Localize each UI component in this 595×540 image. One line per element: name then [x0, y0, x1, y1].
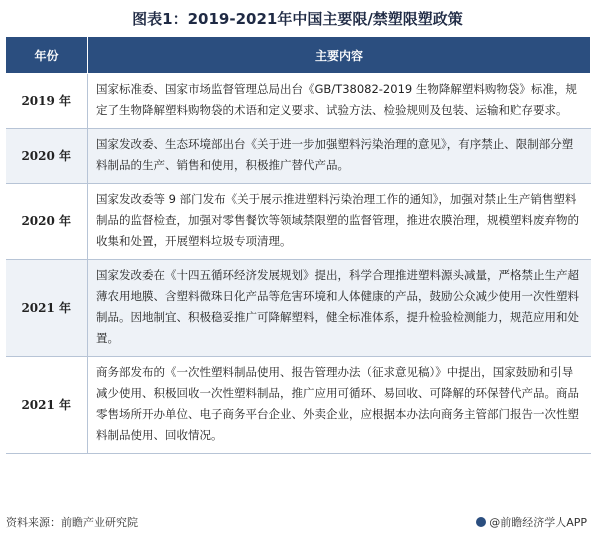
row-year: 2020 年 [6, 184, 88, 260]
table-row [6, 129, 591, 184]
table-row [6, 357, 591, 454]
row-content: 商务部发布的《一次性塑料制品使用、报告管理办法（征求意见稿）》中提出，国家鼓励和引导减少使用、积极回收一次性塑料制品，推广应用可循环、易回收、可降解的环保替代产品。商品零售场所开办单位、电子商务平台企业、外卖企业，应根据本办法向商务主管部门报告一次性塑料制品使用、回收情况。 [88, 357, 591, 454]
policy-table [5, 36, 591, 454]
table-row [6, 184, 591, 260]
row-year: 2020 年 [6, 129, 88, 184]
row-year: 2021 年 [6, 260, 88, 357]
row-year: 2019 年 [6, 74, 88, 129]
header-year: 年份 [6, 37, 88, 74]
table-header-row [6, 37, 591, 74]
source-note: 资料来源：前瞻产业研究院 [6, 516, 138, 529]
brand-credit [476, 514, 587, 530]
table-row [6, 260, 591, 357]
row-content: 国家标准委、国家市场监督管理总局出台《GB/T38082-2019 生物降解塑料购物袋》标准，规定了生物降解塑料购物袋的术语和定义要求、试验方法、检验规则及包装、运输和贮存要求。 [88, 74, 591, 129]
row-content: 国家发改委、生态环境部出台《关于进一步加强塑料污染治理的意见》，有序禁止、限制部分塑料制品的生产、销售和使用，积极推广替代产品。 [88, 129, 591, 184]
brand-logo-icon [476, 517, 486, 527]
brand-text: @前瞻经济学人APP [489, 516, 587, 529]
page-title: 图表1：2019-2021年中国主要限/禁塑限塑政策 [132, 10, 463, 28]
row-content: 国家发改委等 9 部门发布《关于展示推进塑料污染治理工作的通知》，加强对禁止生产销售塑料制品的监督检查，加强对零售餐饮等领域禁限塑的监督管理，推进农膜治理，规模塑料废弃物的收集和处置，开展塑料垃圾专项清理。 [88, 184, 591, 260]
header-content: 主要内容 [88, 37, 591, 74]
table-row [6, 74, 591, 129]
row-content: 国家发改委在《十四五循环经济发展规划》提出，科学合理推进塑料源头减量，严格禁止生产超薄农用地膜、含塑料微珠日化产品等危害环境和人体健康的产品，鼓励公众减少使用一次性塑料制品。因地制宜、积极稳妥推广可降解塑料，健全标准体系，提升检验检测能力，规范应用和处置。 [88, 260, 591, 357]
row-year: 2021 年 [6, 357, 88, 454]
